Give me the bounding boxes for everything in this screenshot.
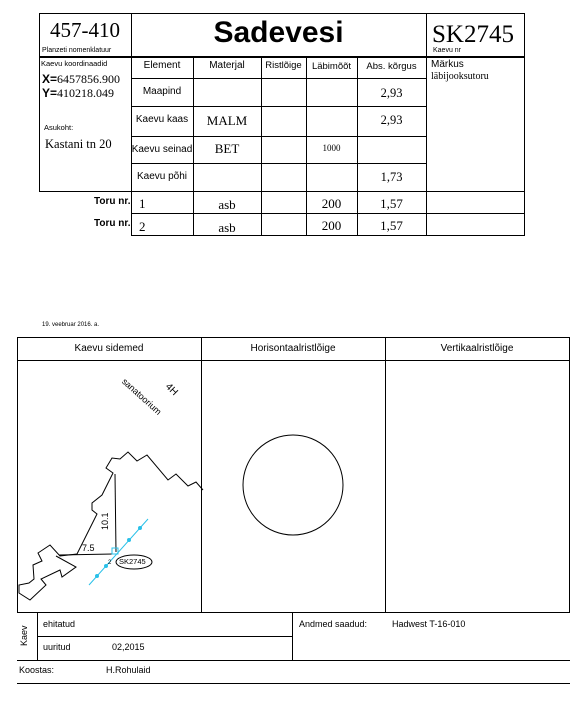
- footer-row-line: [37, 636, 292, 637]
- author-value: H.Rohulaid: [106, 665, 151, 675]
- row-diameter: 1000: [322, 143, 341, 153]
- pipe-diameter: 200: [321, 218, 342, 233]
- horizontal-section-circle: [243, 435, 343, 535]
- nomenclature: 457-410: [50, 18, 120, 42]
- pipe-end-label: 2: [108, 560, 112, 566]
- received-label: Andmed saadud:: [299, 619, 368, 629]
- row-element: Maapind: [142, 86, 182, 97]
- well-number: SK2745: [432, 21, 514, 48]
- well-tag-label: SK2745: [119, 557, 146, 566]
- dimension-line-101: [115, 474, 116, 552]
- nomenclature-label: Planzeti nomenklatuur: [42, 47, 112, 54]
- pipe-number: 1: [139, 196, 146, 211]
- well-number-label: Kaevu nr: [433, 47, 462, 54]
- col-well-connections: Kaevu sidemed: [74, 343, 144, 354]
- location-value: Kastani tn 20: [45, 137, 112, 151]
- remark-value: läbijooksutoru: [431, 71, 489, 82]
- pipe-number: 2: [139, 219, 146, 234]
- col-diameter: Läbimõõt: [311, 61, 352, 72]
- built-label: ehitatud: [43, 619, 76, 629]
- dim-label-75: 7.5: [82, 543, 95, 553]
- pipe-height: 1,57: [380, 218, 403, 233]
- dimension-line-75: [59, 554, 113, 555]
- pipe-height: 1,57: [380, 196, 403, 211]
- row-material: MALM: [206, 113, 248, 128]
- card-title: Sadevesi: [213, 16, 344, 49]
- row-height: 1,73: [380, 170, 403, 184]
- col-element: Element: [143, 60, 181, 71]
- received-value: Hadwest T-16-010: [392, 619, 466, 629]
- drawing-date: 19. veebruar 2016. a.: [42, 322, 100, 328]
- footer-side-label: Kaev: [19, 625, 29, 646]
- label-sanatoorium: sanatoorium: [119, 376, 164, 417]
- footer-author-line: [17, 683, 570, 684]
- col-remark: Märkus: [431, 59, 464, 70]
- pipe-label: Toru nr.: [94, 218, 131, 229]
- row-material: BET: [214, 141, 240, 156]
- pipe-marker: [139, 527, 142, 530]
- author-label: Koostas:: [19, 665, 55, 675]
- pipe-diameter: 200: [321, 196, 342, 211]
- row-height: 2,93: [380, 113, 403, 127]
- col-horizontal-section: Horisontaalristlõige: [250, 343, 336, 354]
- col-material: Materjal: [209, 60, 245, 71]
- y-label: Y=: [42, 86, 58, 100]
- col-abs-height: Abs. kõrgus: [366, 61, 417, 72]
- pipe-marker: [128, 539, 131, 542]
- y-value: 410218.049: [57, 86, 115, 100]
- building-outline: [19, 452, 203, 600]
- x-label: X=: [42, 72, 58, 86]
- pipe-material: asb: [218, 197, 236, 212]
- row-element: Kaevu kaas: [135, 114, 189, 125]
- col-cross-section: Ristlõige: [265, 60, 302, 71]
- pipe-marker: [96, 575, 99, 578]
- pipe-label: Toru nr.: [94, 196, 131, 207]
- row-element: Kaevu põhi: [136, 171, 188, 182]
- dim-label-101: 10.1: [100, 512, 110, 530]
- col-vertical-section: Vertikaalristlõige: [440, 343, 514, 354]
- pipe-material: asb: [218, 220, 236, 235]
- x-value: 6457856.900: [57, 72, 121, 86]
- surveyed-label: uuritud: [43, 642, 71, 652]
- row-element: Kaevu seinad: [131, 144, 193, 155]
- row-height: 2,93: [380, 86, 403, 100]
- coords-label: Kaevu koordinaadid: [41, 59, 108, 68]
- footer-bottom-line: [17, 660, 570, 661]
- footer-mid-divider: [292, 613, 293, 660]
- label-4h: 4H: [162, 381, 180, 399]
- surveyed-value: 02,2015: [112, 642, 145, 652]
- location-label: Asukoht:: [44, 123, 74, 132]
